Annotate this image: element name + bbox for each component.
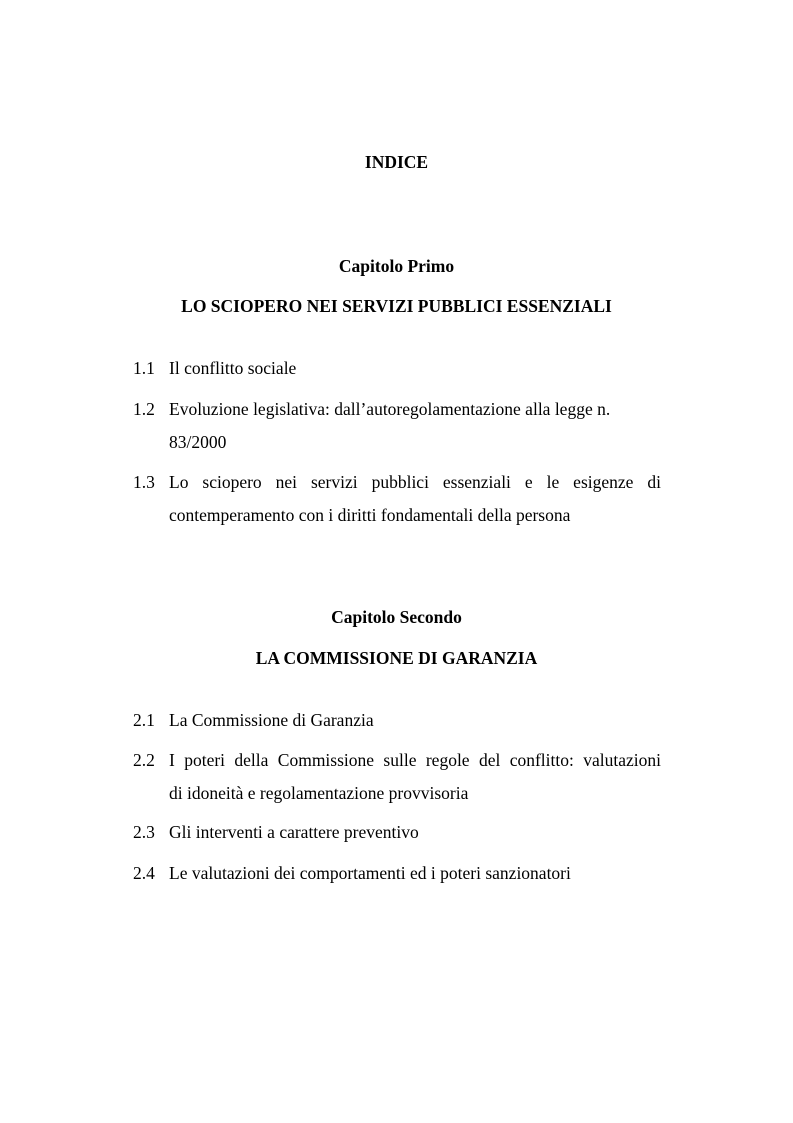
toc-entry-number: 2.2 xyxy=(133,750,155,770)
toc-entry-number: 2.1 xyxy=(133,710,155,730)
toc-entry-text-line-2: 83/2000 xyxy=(169,431,227,452)
toc-entry-number: 1.2 xyxy=(133,399,155,419)
toc-entry-number: 1.1 xyxy=(133,358,155,378)
toc-entry-text: La Commissione di Garanzia xyxy=(169,709,374,730)
chapter-2-title: LA COMMISSIONE DI GARANZIA xyxy=(255,648,538,668)
toc-entry-text-line-2: contemperamento con i diritti fondamentali della persona xyxy=(169,504,571,525)
toc-entry-text-line-1: I poteri della Commissione sulle regole del conflitto: valutazioni xyxy=(169,749,661,770)
toc-entry-number: 2.4 xyxy=(133,863,155,883)
chapter-1-label: Capitolo Primo xyxy=(338,256,455,276)
toc-entry-text: Il conflitto sociale xyxy=(169,357,297,378)
toc-entry-number: 1.3 xyxy=(133,472,155,492)
chapter-2-label: Capitolo Secondo xyxy=(331,607,462,627)
toc-entry-text-line-1: Evoluzione legislativa: dall’autoregolamentazione alla legge n. xyxy=(169,398,611,419)
index-title: INDICE xyxy=(364,152,429,172)
chapter-1-title: LO SCIOPERO NEI SERVIZI PUBBLICI ESSENZIALI xyxy=(181,296,612,316)
toc-entry-text: Le valutazioni dei comportamenti ed i poteri sanzionatori xyxy=(169,862,571,883)
toc-entry-text: Gli interventi a carattere preventivo xyxy=(169,821,419,842)
toc-entry-number: 2.3 xyxy=(133,822,155,842)
toc-entry-text-line-2: di idoneità e regolamentazione provvisoria xyxy=(169,782,469,803)
toc-entry-text-line-1: Lo sciopero nei servizi pubblici essenziali e le esigenze di xyxy=(169,471,661,492)
